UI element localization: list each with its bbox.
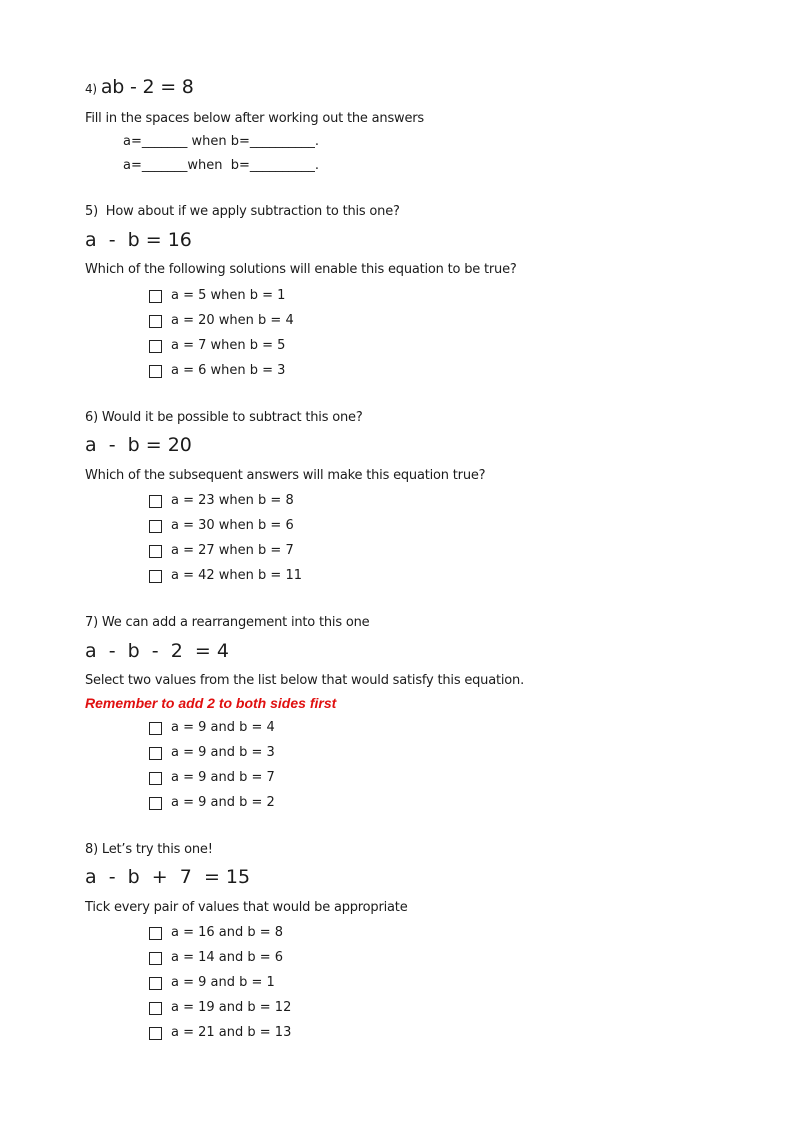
q7-option[interactable] xyxy=(149,769,275,787)
q8-option[interactable] xyxy=(149,949,283,967)
checkbox[interactable] xyxy=(149,797,162,810)
checkbox[interactable] xyxy=(149,570,162,583)
option-label: a = 42 when b = 11 xyxy=(171,568,302,583)
checkbox[interactable] xyxy=(149,1002,162,1015)
q6-option[interactable] xyxy=(149,542,294,560)
checkbox[interactable] xyxy=(149,290,162,303)
q4-equation: ab - 2 = 8 xyxy=(100,76,194,98)
q7-equation: a - b - 2 = 4 xyxy=(85,640,229,662)
option-label: a = 9 and b = 7 xyxy=(171,770,275,785)
q8-option[interactable] xyxy=(149,924,283,942)
checkbox[interactable] xyxy=(149,520,162,533)
checkbox[interactable] xyxy=(149,977,162,990)
option-label: a = 27 when b = 7 xyxy=(171,543,294,558)
checkbox[interactable] xyxy=(149,340,162,353)
option-label: a = 16 and b = 8 xyxy=(171,925,284,940)
q8-option[interactable] xyxy=(149,974,275,992)
checkbox[interactable] xyxy=(149,365,162,378)
q6-option[interactable] xyxy=(149,517,294,535)
q8-prompt: 8) Let’s try this one! xyxy=(85,842,213,857)
option-label: a = 9 and b = 3 xyxy=(171,745,275,760)
option-label: a = 6 when b = 3 xyxy=(171,363,286,378)
q6-equation: a - b = 20 xyxy=(85,434,192,456)
q5-prompt: 5) How about if we apply subtraction to this one? xyxy=(85,204,400,219)
q6-option[interactable] xyxy=(149,492,294,510)
option-label: a = 7 when b = 5 xyxy=(171,338,286,353)
checkbox[interactable] xyxy=(149,315,162,328)
q4-number: 4) xyxy=(85,82,97,96)
q7-prompt: 7) We can add a rearrangement into this one xyxy=(85,615,370,630)
q5-option[interactable] xyxy=(149,312,294,330)
checkbox[interactable] xyxy=(149,1027,162,1040)
q5-option[interactable] xyxy=(149,337,285,355)
q5-option[interactable] xyxy=(149,362,285,380)
checkbox[interactable] xyxy=(149,722,162,735)
q8-option[interactable] xyxy=(149,999,291,1017)
option-label: a = 30 when b = 6 xyxy=(171,518,294,533)
option-label: a = 9 and b = 2 xyxy=(171,795,275,810)
option-label: a = 9 and b = 1 xyxy=(171,975,275,990)
q4-answer-blank[interactable]: a=_______ when b=__________. xyxy=(123,134,320,149)
q7-option[interactable] xyxy=(149,794,275,812)
q7-hint: Remember to add 2 to both sides first xyxy=(85,695,337,711)
option-label: a = 20 when b = 4 xyxy=(171,313,294,328)
checkbox[interactable] xyxy=(149,747,162,760)
q4-answer-blank[interactable]: a=_______when b=__________. xyxy=(123,158,320,173)
q5-instruction: Which of the following solutions will enable this equation to be true? xyxy=(85,262,517,277)
q5-equation: a - b = 16 xyxy=(85,229,192,251)
q8-instruction: Tick every pair of values that would be appropriate xyxy=(85,900,408,915)
option-label: a = 9 and b = 4 xyxy=(171,720,275,735)
q4-heading xyxy=(85,78,194,99)
option-label: a = 14 and b = 6 xyxy=(171,950,284,965)
checkbox[interactable] xyxy=(149,545,162,558)
q6-instruction: Which of the subsequent answers will make this equation true? xyxy=(85,468,486,483)
option-label: a = 21 and b = 13 xyxy=(171,1025,292,1040)
q5-option[interactable] xyxy=(149,287,285,305)
q4-instruction: Fill in the spaces below after working out the answers xyxy=(85,111,424,126)
q8-option[interactable] xyxy=(149,1024,291,1042)
option-label: a = 5 when b = 1 xyxy=(171,288,286,303)
q6-option[interactable] xyxy=(149,567,302,585)
option-label: a = 19 and b = 12 xyxy=(171,1000,292,1015)
checkbox[interactable] xyxy=(149,495,162,508)
checkbox[interactable] xyxy=(149,952,162,965)
option-label: a = 23 when b = 8 xyxy=(171,493,294,508)
checkbox[interactable] xyxy=(149,772,162,785)
q7-instruction: Select two values from the list below that would satisfy this equation. xyxy=(85,673,525,688)
checkbox[interactable] xyxy=(149,927,162,940)
q6-prompt: 6) Would it be possible to subtract this one? xyxy=(85,410,363,425)
q7-option[interactable] xyxy=(149,719,275,737)
q8-equation: a - b + 7 = 15 xyxy=(85,866,251,888)
q7-option[interactable] xyxy=(149,744,275,762)
